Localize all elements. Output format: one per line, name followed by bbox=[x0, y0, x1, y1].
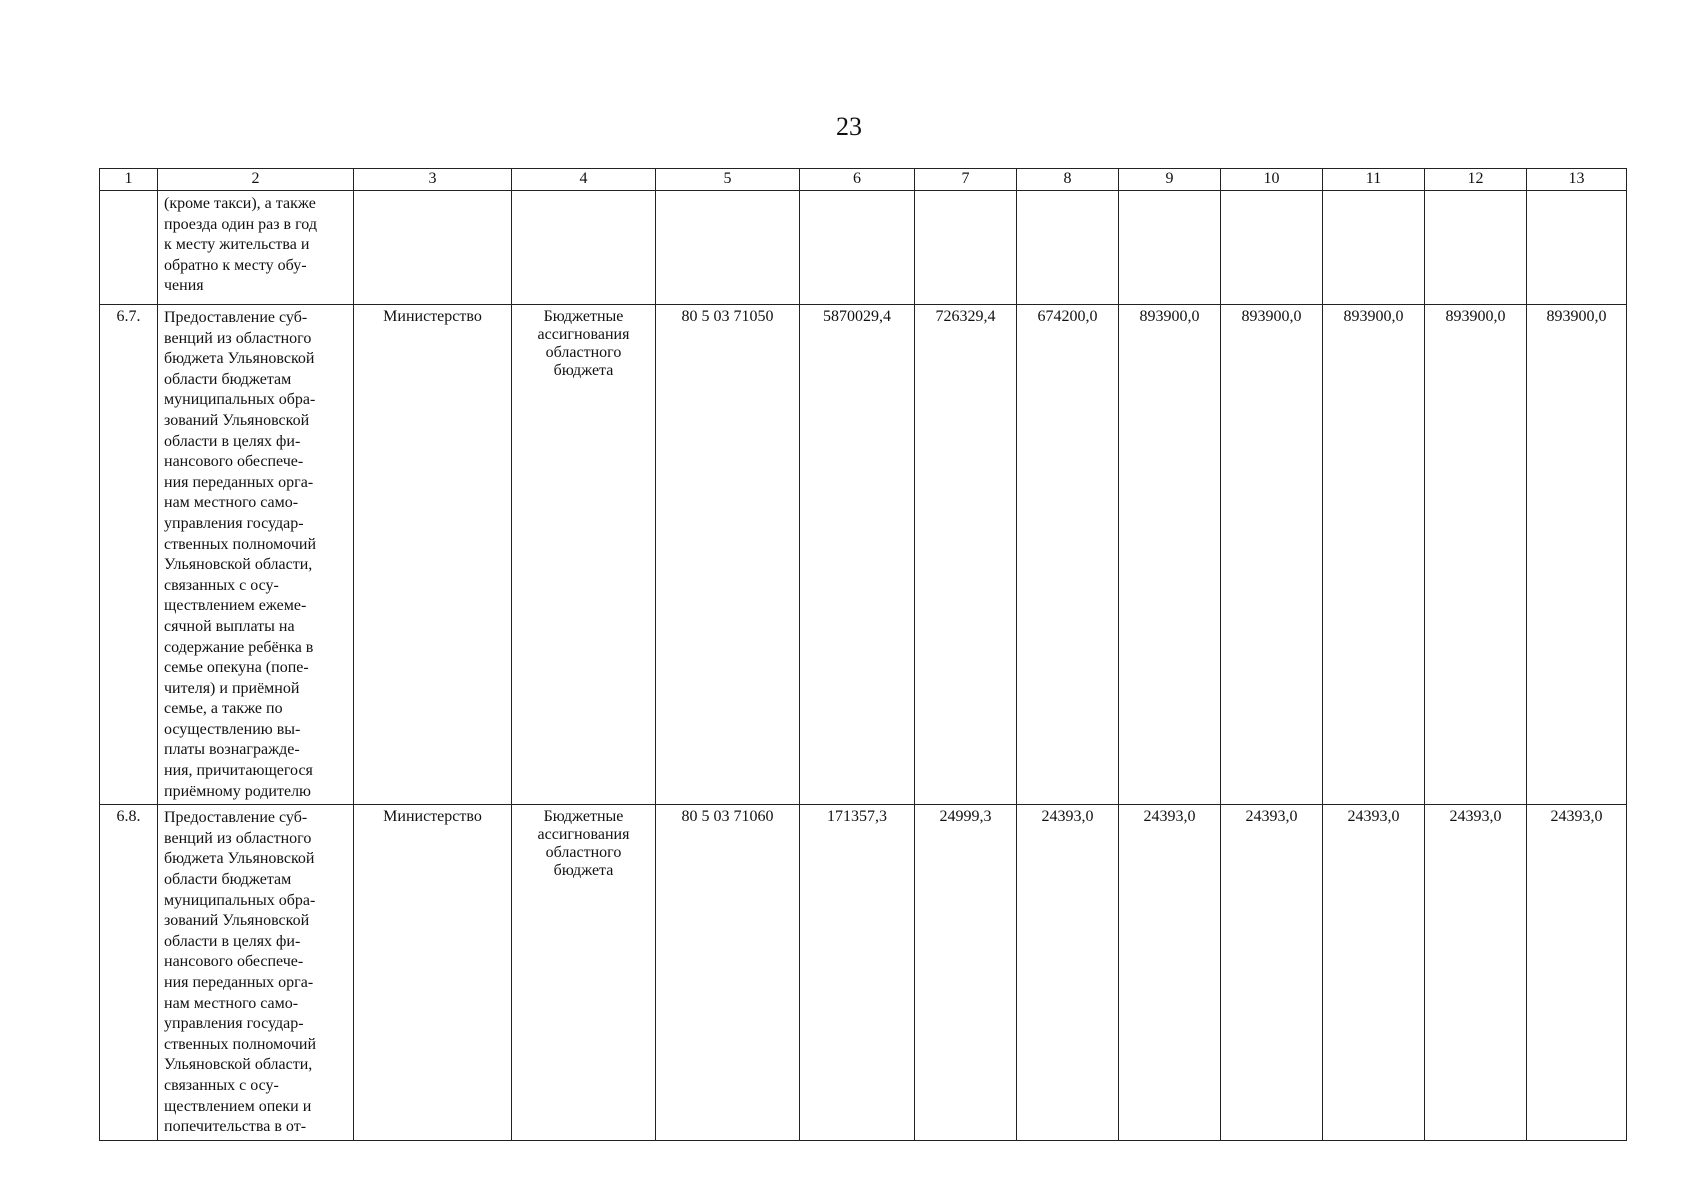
row-number bbox=[100, 191, 158, 305]
column-number: 11 bbox=[1323, 169, 1425, 191]
row-value-total: 171357,3 bbox=[800, 805, 915, 1141]
row-value bbox=[915, 191, 1017, 305]
row-value: 893900,0 bbox=[1323, 305, 1425, 805]
row-value: 24393,0 bbox=[1119, 805, 1221, 1141]
row-description: (кроме такси), а также проезда один раз в год к месту жительства и обратно к месту обу- чения bbox=[158, 191, 354, 305]
column-number-row bbox=[100, 169, 1627, 191]
row-value: 24393,0 bbox=[1425, 805, 1527, 1141]
row-value: 24393,0 bbox=[1323, 805, 1425, 1141]
column-number: 12 bbox=[1425, 169, 1527, 191]
row-value bbox=[1017, 191, 1119, 305]
row-funding-source: Бюджетные ассигнования областного бюджета bbox=[512, 305, 656, 805]
row-value bbox=[1425, 191, 1527, 305]
row-value bbox=[1119, 191, 1221, 305]
row-value bbox=[1323, 191, 1425, 305]
column-number: 7 bbox=[915, 169, 1017, 191]
row-funding-source: Бюджетные ассигнования областного бюджета bbox=[512, 805, 656, 1141]
row-value: 893900,0 bbox=[1527, 305, 1627, 805]
row-value-total bbox=[800, 191, 915, 305]
row-value: 726329,4 bbox=[915, 305, 1017, 805]
row-value: 893900,0 bbox=[1425, 305, 1527, 805]
row-value: 893900,0 bbox=[1119, 305, 1221, 805]
table-row-6-7 bbox=[100, 305, 1627, 805]
budget-table bbox=[99, 168, 1627, 1141]
row-value: 893900,0 bbox=[1221, 305, 1323, 805]
column-number: 5 bbox=[656, 169, 800, 191]
row-value: 24999,3 bbox=[915, 805, 1017, 1141]
row-number: 6.8. bbox=[100, 805, 158, 1141]
row-budget-code bbox=[656, 191, 800, 305]
table-row-6-8 bbox=[100, 805, 1627, 1141]
row-executor bbox=[354, 191, 512, 305]
row-value-total: 5870029,4 bbox=[800, 305, 915, 805]
column-number: 6 bbox=[800, 169, 915, 191]
row-description: Предоставление суб- венций из областного бюджета Ульяновской области бюджетам муниципальных обра- зований Ульяновской области в целях фи- нансового обеспече- ния переданных орга- нам местного само- управления государ- ственных полномочий Ульяновской области, связанных с осу- ществлением ежеме- сячной выплаты на содержание ребёнка в семье опекуна (попе- чителя) и приёмной семье, а также по осуществлению вы- платы вознагражде- ния, причитающегося приёмному родителю bbox=[158, 305, 354, 805]
column-number: 4 bbox=[512, 169, 656, 191]
row-value: 24393,0 bbox=[1017, 805, 1119, 1141]
row-value: 24393,0 bbox=[1221, 805, 1323, 1141]
row-budget-code: 80 5 03 71050 bbox=[656, 305, 800, 805]
row-funding-source bbox=[512, 191, 656, 305]
column-number: 10 bbox=[1221, 169, 1323, 191]
column-number: 3 bbox=[354, 169, 512, 191]
column-number: 8 bbox=[1017, 169, 1119, 191]
table-row-continuation bbox=[100, 191, 1627, 305]
row-value bbox=[1221, 191, 1323, 305]
column-number: 13 bbox=[1527, 169, 1627, 191]
column-number: 9 bbox=[1119, 169, 1221, 191]
row-executor: Министерство bbox=[354, 805, 512, 1141]
column-number: 2 bbox=[158, 169, 354, 191]
row-value bbox=[1527, 191, 1627, 305]
row-executor: Министерство bbox=[354, 305, 512, 805]
row-number: 6.7. bbox=[100, 305, 158, 805]
row-description: Предоставление суб- венций из областного бюджета Ульяновской области бюджетам муниципальных обра- зований Ульяновской области в целях фи- нансового обеспече- ния переданных орга- нам местного само- управления государ- ственных полномочий Ульяновской области, связанных с осу- ществлением опеки и попечительства в от- bbox=[158, 805, 354, 1141]
row-value: 674200,0 bbox=[1017, 305, 1119, 805]
column-number: 1 bbox=[100, 169, 158, 191]
row-budget-code: 80 5 03 71060 bbox=[656, 805, 800, 1141]
row-value: 24393,0 bbox=[1527, 805, 1627, 1141]
page-number: 23 bbox=[836, 112, 862, 141]
